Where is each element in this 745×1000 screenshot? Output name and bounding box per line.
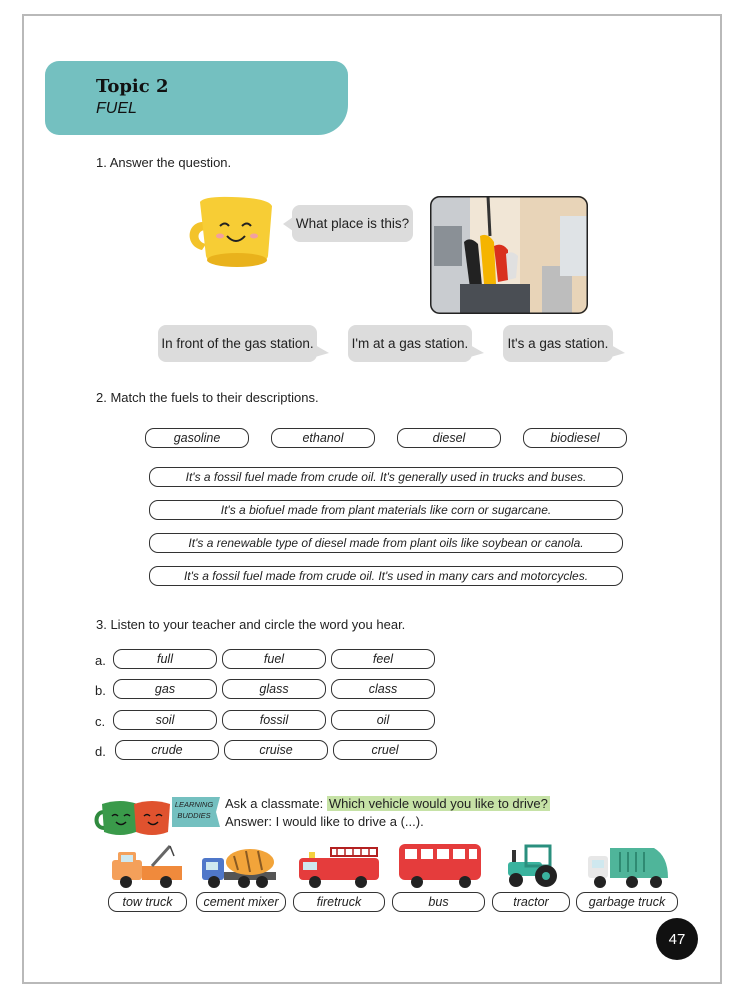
answer-text-1: In front of the gas station. [161, 336, 314, 351]
vehicle-firetruck[interactable]: firetruck [293, 892, 385, 912]
question-bubble [292, 205, 413, 242]
fuel-gasoline[interactable]: gasoline [145, 428, 249, 448]
topic-subtitle: FUEL [96, 100, 137, 117]
tow-truck-illustration [108, 842, 188, 890]
ask-prefix: Ask a classmate: [225, 796, 327, 811]
tractor-illustration [502, 842, 562, 890]
buddies-question: Which vehicle would you like to drive? [328, 796, 548, 811]
word-cruise[interactable]: cruise [224, 740, 328, 760]
bus-illustration [395, 840, 485, 890]
answer-bubble-3 [503, 325, 613, 362]
buddies-prompt [225, 796, 550, 811]
fuel-ethanol[interactable]: ethanol [271, 428, 375, 448]
description-1[interactable]: It's a fossil fuel made from crude oil. It's generally used in trucks and buses. [149, 467, 623, 487]
topic-banner [45, 61, 348, 135]
fuel-diesel[interactable]: diesel [397, 428, 501, 448]
vehicle-tractor[interactable]: tractor [492, 892, 570, 912]
word-oil[interactable]: oil [331, 710, 435, 730]
word-soil[interactable]: soil [113, 710, 217, 730]
firetruck-illustration [295, 842, 383, 890]
word-fossil[interactable]: fossil [222, 710, 326, 730]
fuel-biodiesel[interactable]: biodiesel [523, 428, 627, 448]
row-letter-a: a. [95, 653, 106, 668]
row-letter-b: b. [95, 683, 106, 698]
section3-instruction: 3. Listen to your teacher and circle the word you hear. [96, 617, 406, 632]
badge-line-2: BUDDIES [177, 811, 211, 820]
answer-text-2: I'm at a gas station. [351, 336, 469, 351]
section2-instruction: 2. Match the fuels to their descriptions. [96, 390, 319, 405]
badge-line-1: LEARNING [174, 800, 214, 809]
word-fuel[interactable]: fuel [222, 649, 326, 669]
garbage-truck-illustration [584, 842, 672, 890]
word-glass[interactable]: glass [222, 679, 326, 699]
answer-bubble-1 [158, 325, 317, 362]
word-class[interactable]: class [331, 679, 435, 699]
question-text: What place is this? [295, 216, 410, 231]
topic-title: Topic 2 [96, 76, 169, 97]
gas-station-photo [430, 196, 588, 314]
vehicle-tow-truck[interactable]: tow truck [108, 892, 187, 912]
vehicle-cement-mixer[interactable]: cement mixer [196, 892, 286, 912]
page-number: 47 [656, 918, 698, 960]
word-full[interactable]: full [113, 649, 217, 669]
description-3[interactable]: It's a renewable type of diesel made from plant oils like soybean or canola. [149, 533, 623, 553]
word-cruel[interactable]: cruel [333, 740, 437, 760]
row-letter-c: c. [95, 714, 106, 729]
learning-buddies-mugs-illustration [94, 798, 174, 838]
description-2[interactable]: It's a biofuel made from plant materials like corn or sugarcane. [149, 500, 623, 520]
vehicle-bus[interactable]: bus [392, 892, 485, 912]
description-4[interactable]: It's a fossil fuel made from crude oil. It's used in many cars and motorcycles. [149, 566, 623, 586]
word-feel[interactable]: feel [331, 649, 435, 669]
row-letter-d: d. [95, 744, 106, 759]
mug-mascot-illustration [182, 194, 278, 270]
word-gas[interactable]: gas [113, 679, 217, 699]
answer-bubble-2 [348, 325, 472, 362]
answer-text-3: It's a gas station. [507, 336, 609, 351]
buddies-answer: Answer: I would like to drive a (...). [225, 814, 424, 829]
vehicle-garbage-truck[interactable]: garbage truck [576, 892, 678, 912]
cement-mixer-illustration [198, 842, 280, 890]
section1-instruction: 1. Answer the question. [96, 155, 232, 170]
word-crude[interactable]: crude [115, 740, 219, 760]
